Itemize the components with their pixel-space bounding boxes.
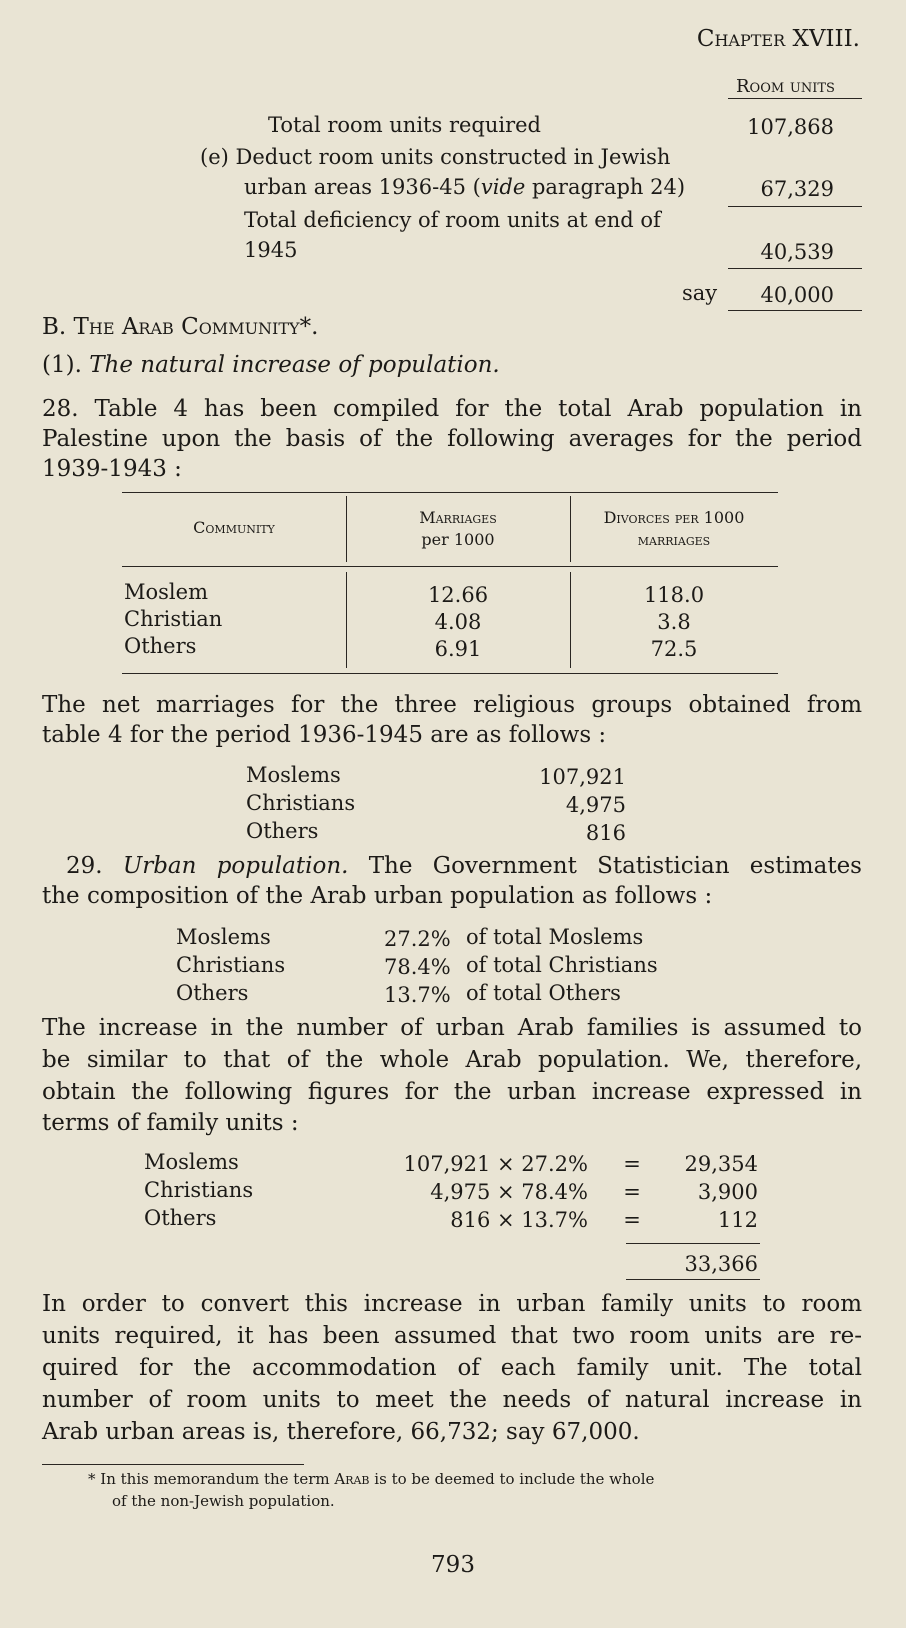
para29-line1: 29. Urban population. The Government Statistician estimates	[66, 853, 862, 879]
deficiency-label-line1: Total deficiency of room units at end of	[244, 208, 661, 232]
para29-after-line2: be similar to that of the whole Arab population. We, therefore,	[42, 1047, 862, 1073]
para28-line3: 1939-1943 :	[42, 456, 182, 482]
room-units-header: Room units	[736, 76, 835, 97]
family-units-expression: 4,975 × 78.4%	[430, 1180, 588, 1204]
averages-row-divorces: 118.0	[643, 583, 705, 607]
family-units-group: Others	[144, 1206, 217, 1230]
net-marriages-value: 816	[585, 821, 626, 845]
net-marriages-value: 107,921	[539, 765, 626, 789]
family-units-group: Christians	[144, 1178, 254, 1202]
family-units-total-rule-top	[626, 1243, 760, 1244]
averages-header-marriages-1: Marriages	[419, 508, 497, 527]
averages-table-top-rule	[122, 492, 778, 493]
room-units-header-rule	[728, 98, 862, 99]
para29-after-line1: The increase in the number of urban Arab families is assumed to	[42, 1015, 862, 1041]
family-units-value: 112	[717, 1208, 758, 1232]
averages-row-marriages: 4.08	[434, 610, 482, 634]
urban-share-percent: 27.2%	[384, 927, 451, 951]
say-rule	[728, 310, 862, 311]
net-marriages-line2: table 4 for the period 1936-1945 are as follows :	[42, 722, 607, 748]
para29-line2: the composition of the Arab urban population as follows :	[42, 883, 713, 909]
para29-after-line4: terms of family units :	[42, 1110, 299, 1136]
footnote-line1: * In this memorandum the term Arab is to be deemed to include the whole	[88, 1470, 655, 1488]
averages-table-divider-2	[570, 496, 571, 562]
section-b-heading: B. The Arab Community*.	[42, 314, 319, 340]
para29-after-line3: obtain the following figures for the urban increase expressed in	[42, 1079, 862, 1105]
family-units-expression: 107,921 × 27.2%	[403, 1152, 588, 1176]
say-value: 40,000	[760, 283, 834, 307]
averages-table-divider-1	[346, 496, 347, 562]
averages-row-community: Others	[124, 634, 197, 658]
averages-row-community: Christian	[124, 607, 223, 631]
conclusion-line4: number of room units to meet the needs of natural increase in	[42, 1387, 862, 1413]
averages-header-community: Community	[193, 518, 275, 537]
averages-row-community: Moslem	[124, 580, 208, 604]
family-units-equals: =	[623, 1152, 641, 1176]
urban-share-of: of total Christians	[466, 953, 658, 977]
net-marriages-group: Others	[246, 819, 319, 843]
para28-line1: 28. Table 4 has been compiled for the total Arab population in	[42, 396, 862, 422]
averages-header-divorces-2: marriages	[637, 530, 711, 549]
urban-share-group: Christians	[176, 953, 286, 977]
conclusion-line2: units required, it has been assumed that two room units are re-	[42, 1323, 862, 1349]
page-number: 793	[431, 1552, 475, 1578]
deficiency-rule	[728, 268, 862, 269]
conclusion-line3: quired for the accommodation of each family unit. The total	[42, 1355, 862, 1381]
footnote-rule	[42, 1464, 304, 1465]
averages-table-header-rule	[122, 566, 778, 567]
deduct-label-line2: urban areas 1936-45 (vide paragraph 24)	[244, 175, 686, 199]
deficiency-value: 40,539	[760, 240, 834, 264]
deficiency-label-line2: 1945	[244, 238, 298, 262]
conclusion-line5: Arab urban areas is, therefore, 66,732; say 67,000.	[42, 1419, 640, 1445]
family-units-value: 3,900	[697, 1180, 758, 1204]
conclusion-line1: In order to convert this increase in urban family units to room	[42, 1291, 862, 1317]
averages-row-divorces: 3.8	[657, 610, 691, 634]
deduct-value: 67,329	[760, 177, 834, 201]
chapter-heading: Chapter XVIII.	[696, 26, 860, 52]
family-units-group: Moslems	[144, 1150, 239, 1174]
urban-share-of: of total Moslems	[466, 925, 644, 949]
averages-header-marriages-2: per 1000	[421, 530, 495, 549]
urban-share-of: of total Others	[466, 981, 621, 1005]
deduct-label-line1: (e) Deduct room units constructed in Jewish	[200, 145, 671, 169]
net-marriages-value: 4,975	[565, 793, 626, 817]
say-label: say	[682, 281, 718, 305]
total-room-units-value: 107,868	[747, 115, 834, 139]
footnote-line2: of the non-Jewish population.	[112, 1492, 335, 1510]
para28-line2: Palestine upon the basis of the following averages for the period	[42, 426, 862, 452]
net-marriages-line1: The net marriages for the three religious groups obtained from	[42, 692, 862, 718]
family-units-equals: =	[623, 1180, 641, 1204]
family-units-total-rule-bottom	[626, 1279, 760, 1280]
family-units-value: 29,354	[684, 1152, 758, 1176]
section-b-subheading: (1). The natural increase of population.	[42, 352, 500, 378]
urban-share-percent: 13.7%	[384, 983, 451, 1007]
net-marriages-group: Moslems	[246, 763, 341, 787]
deduct-rule	[728, 206, 862, 207]
family-units-expression: 816 × 13.7%	[450, 1208, 588, 1232]
urban-share-percent: 78.4%	[384, 955, 451, 979]
averages-table-bottom-rule	[122, 673, 778, 674]
family-units-total: 33,366	[684, 1252, 758, 1276]
averages-row-marriages: 6.91	[434, 637, 482, 661]
family-units-equals: =	[623, 1208, 641, 1232]
net-marriages-group: Christians	[246, 791, 356, 815]
urban-share-group: Others	[176, 981, 249, 1005]
averages-row-marriages: 12.66	[427, 583, 489, 607]
averages-header-divorces-1: Divorces per 1000	[603, 508, 745, 527]
averages-row-divorces: 72.5	[650, 637, 698, 661]
urban-share-group: Moslems	[176, 925, 271, 949]
total-room-units-label: Total room units required	[268, 113, 541, 137]
